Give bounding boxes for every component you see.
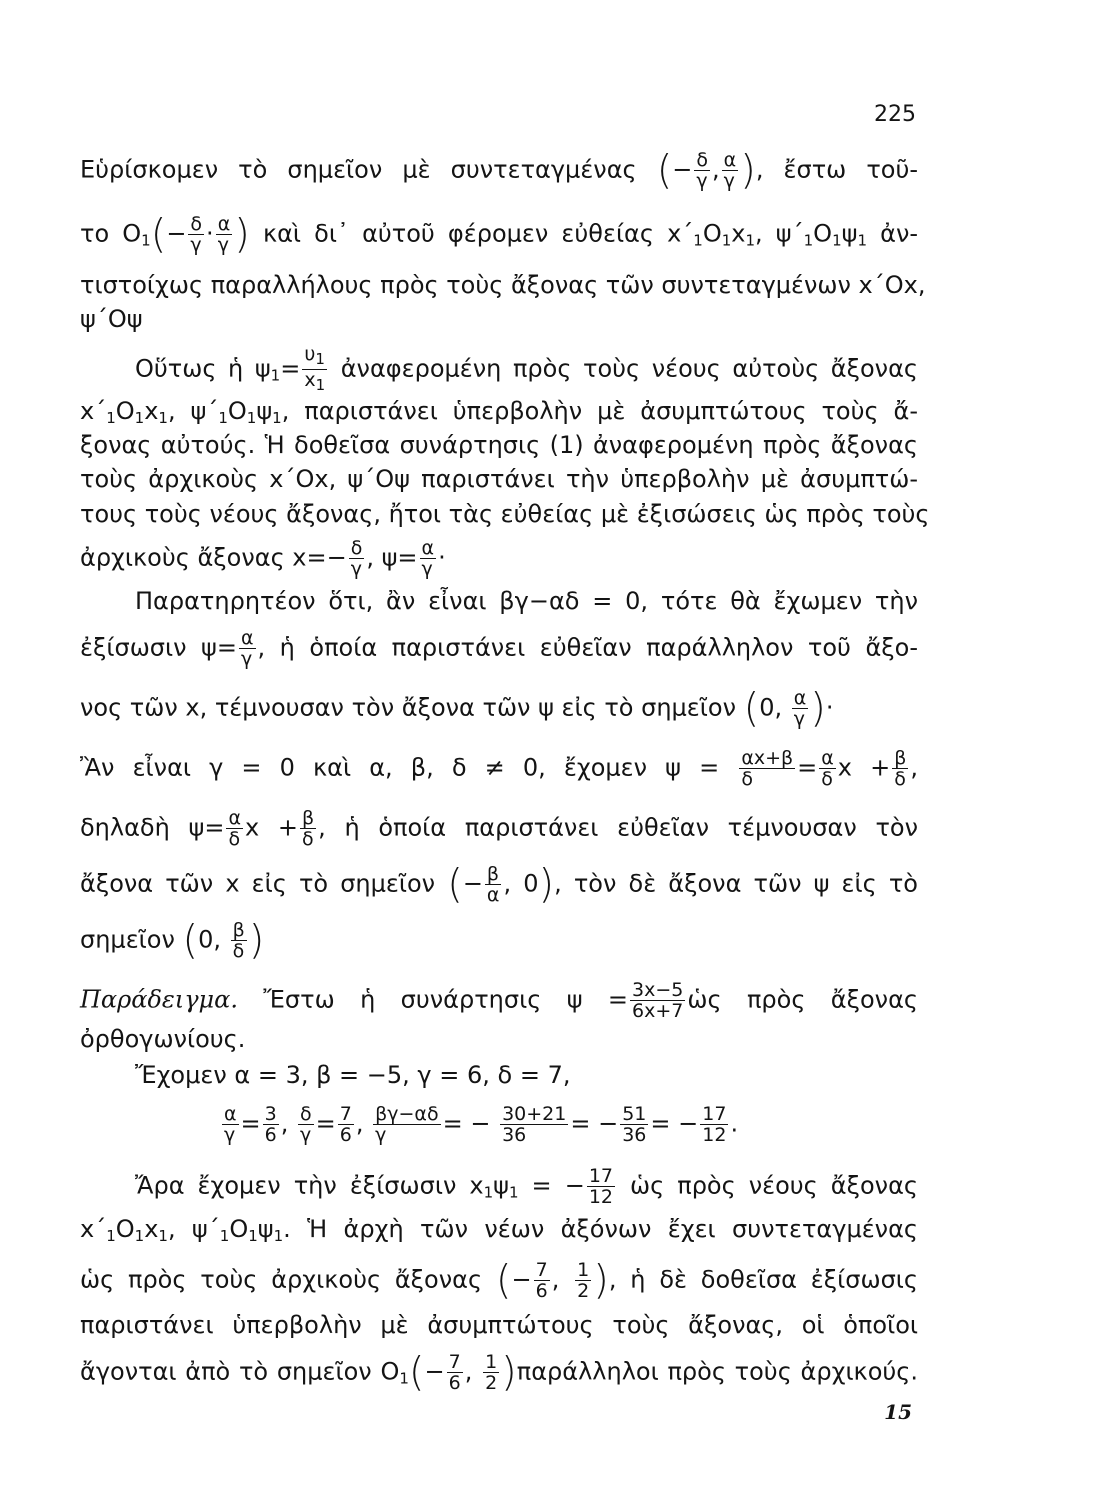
fraction: $\frac{\beta\gamma-\alpha\delta}{\gamma}$: [375, 1103, 439, 1146]
text-line: ὀρθογωνίους.: [80, 1025, 246, 1053]
text-line: τιστοίχως παραλλήλους πρὸς τοὺς ἄξονας τῶν συντεταγμένων x΄Ox,: [80, 271, 926, 299]
text-line: Παρατηρητέον ὅτι, ἂν εἶναι βγ−αδ = 0, τότε θὰ ἔχωμεν τὴν: [135, 587, 918, 615]
fraction: $\frac{1}{2}$: [485, 1351, 498, 1394]
fraction: $\frac{\alpha}{\gamma}$: [421, 537, 435, 580]
fraction: $\frac{\alpha}{\delta}$: [228, 807, 241, 850]
text-line: Παράδειγμα. Ἔστω ἡ συνάρτησις ψ = $\frac{3x-5}{6x+7}$ ὡς πρὸς ἄξονας: [80, 979, 918, 1022]
fraction: $\frac{\alpha}{\gamma}$: [723, 149, 737, 192]
text-line: ἄξονα τῶν x εἰς τὸ σημεῖον (− $\frac{\beta}{\alpha}$ , 0), τὸν δὲ ἄξονα τῶν ψ εἰς τὸ: [80, 861, 918, 908]
fraction: $\frac{17}{12}$: [702, 1103, 727, 1146]
text-line: ἄγονται ἀπὸ τὸ σημεῖον $O_1(-$ $\frac{7}{6}$ , $\frac{1}{2}$ )παράλληλοι πρὸς τοὺς ἀρχικούς.: [80, 1349, 918, 1396]
fraction: $\frac{\beta}{\delta}$: [302, 807, 315, 850]
example-heading: Παράδειγμα.: [80, 985, 238, 1014]
text-line: ψ΄Oψ: [80, 305, 143, 333]
fraction: $\frac{7}{6}$: [448, 1351, 461, 1394]
fraction: $\frac{3x-5}{6x+7}$: [632, 979, 684, 1022]
text-line: $x΄_1O_1x_1$, $\psi΄_1O_1\psi_1$. Ἡ ἀρχὴ τῶν νέων ἀξόνων ἔχει συντεταγμένας: [80, 1215, 918, 1245]
text-line: $\frac{\alpha}{\gamma}$ = $\frac{3}{6}$ , $\frac{\delta}{\gamma}$ = $\frac{7}{6}$ , $\frac{\beta\gamma-\alpha\delta}{\gamma}$ = − $\frac{30+21}{36}$ = − $\frac{51}{36}$ = − $\frac{17}{12}$ .: [224, 1103, 739, 1146]
fraction: $\frac{17}{12}$: [588, 1165, 613, 1208]
text-line: σημεῖον (0, $\frac{\beta}{\delta}$ ): [80, 917, 265, 964]
text-line: ξονας αὐτούς. Ἡ δοθεῖσα συνάρτησις (1) ἀναφερομένη πρὸς ἄξονας: [80, 431, 918, 459]
page-number: 225: [874, 102, 916, 127]
fraction: $\frac{1}{2}$: [577, 1259, 590, 1302]
fraction: $\frac{\beta}{\delta}$: [232, 919, 245, 962]
fraction: $\frac{\alpha}{\gamma}$: [240, 627, 254, 670]
fraction: $\frac{7}{6}$: [339, 1103, 352, 1146]
text-line: $x΄_1O_1x_1$, $\psi΄_1O_1\psi_1$, παριστάνει ὑπερβολὴν μὲ ἀσυμπτώτους τοὺς ἄ-: [80, 397, 918, 427]
text-line: τοὺς ἀρχικοὺς x΄Ox, ψ΄Oψ παριστάνει τὴν ὑπερβολὴν μὲ ἀσυμπτώ-: [80, 465, 918, 493]
fraction: $\frac{\alpha}{\gamma}$: [217, 213, 231, 256]
text-line: Εὑρίσκομεν τὸ σημεῖον μὲ συντεταγμένας (− $\frac{\delta}{\gamma}$ , $\frac{\alpha}{\gamma}$ ), ἔστω τοῦ-: [80, 147, 919, 194]
fraction: $\frac{3}{6}$: [264, 1103, 277, 1146]
text-line: δηλαδὴ ψ= $\frac{\alpha}{\delta}$ x + $\frac{\beta}{\delta}$ , ἡ ὁποία παριστάνει εὐθεῖαν τέμνουσαν τὸν: [80, 807, 918, 850]
signature-mark: 15: [884, 1400, 912, 1424]
fraction: $\frac{\alpha}{\delta}$: [821, 747, 834, 790]
fraction: $\frac{\beta}{\delta}$: [894, 747, 907, 790]
text-line: νος τῶν x, τέμνουσαν τὸν ἄξονα τῶν ψ εἰς τὸ σημεῖον (0, $\frac{\alpha}{\gamma}$ )·: [80, 685, 834, 732]
fraction: $\frac{\delta}{\gamma}$: [190, 213, 203, 256]
text-line: Ἂν εἶναι γ = 0 καὶ α, β, δ ≠ 0, ἔχομεν ψ = $\frac{\alpha x+\beta}{\delta}$ = $\frac{\alpha}{\delta}$ x + $\frac{\beta}{\delta}$ ,: [80, 747, 918, 790]
fraction: $\frac{\beta}{\alpha}$: [486, 863, 500, 906]
fraction: $\frac{51}{36}$: [622, 1103, 647, 1146]
text-line: Ἔχομεν α = 3, β = −5, γ = 6, δ = 7,: [135, 1061, 571, 1089]
fraction: $\frac{\alpha}{\gamma}$: [793, 687, 807, 730]
text-line: ἐξίσωσιν ψ= $\frac{\alpha}{\gamma}$ , ἡ ὁποία παριστάνει εὐθεῖαν παράλληλον τοῦ ἄξο-: [80, 627, 918, 670]
text-line: τους τοὺς νέους ἄξονας, ἤτοι τὰς εὐθείας μὲ ἐξισώσεις ὡς πρὸς τοὺς: [80, 500, 930, 528]
text-line: Οὕτως ἡ $\psi_1=$ $\frac{\upsilon_1}{x_1}$ ἀναφερομένη πρὸς τοὺς νέους αὐτοὺς ἄξονας: [135, 343, 918, 394]
fraction: $\frac{\upsilon_1}{x_1}$: [304, 343, 326, 394]
fraction: $\frac{\delta}{\gamma}$: [300, 1103, 312, 1146]
text-line: το $O_1(-$ $\frac{\delta}{\gamma}$ · $\frac{\alpha}{\gamma}$ ) καὶ δι᾽ αὐτοῦ φέρομεν εὐθείας $x΄_1O_1x_1$, $\psi΄_1O_1\psi_1$ ἀν-: [80, 211, 919, 258]
fraction: $\frac{\alpha x+\beta}{\delta}$: [741, 747, 794, 790]
fraction: $\frac{30+21}{36}$: [502, 1103, 567, 1146]
fraction: $\frac{\delta}{\gamma}$: [350, 537, 363, 580]
fraction: $\frac{7}{6}$: [535, 1259, 548, 1302]
text-line: παριστάνει ὑπερβολὴν μὲ ἀσυμπτώτους τοὺς ἄξονας, οἱ ὁποῖοι: [80, 1311, 918, 1339]
fraction: $\frac{\alpha}{\gamma}$: [224, 1103, 237, 1146]
text-line: Ἄρα ἔχομεν τὴν ἐξίσωσιν $x_1\psi_1$ = − $\frac{17}{12}$ ὡς πρὸς νέους ἄξονας: [135, 1165, 918, 1208]
fraction: $\frac{\delta}{\gamma}$: [696, 149, 709, 192]
text-line: ὡς πρὸς τοὺς ἀρχικοὺς ἄξονας (− $\frac{7}{6}$ , $\frac{1}{2}$ ), ἡ δὲ δοθεῖσα ἐξίσωσις: [80, 1257, 919, 1304]
text-line: ἀρχικοὺς ἄξονας x=− $\frac{\delta}{\gamma}$ , ψ= $\frac{\alpha}{\gamma}$ ·: [80, 537, 446, 580]
